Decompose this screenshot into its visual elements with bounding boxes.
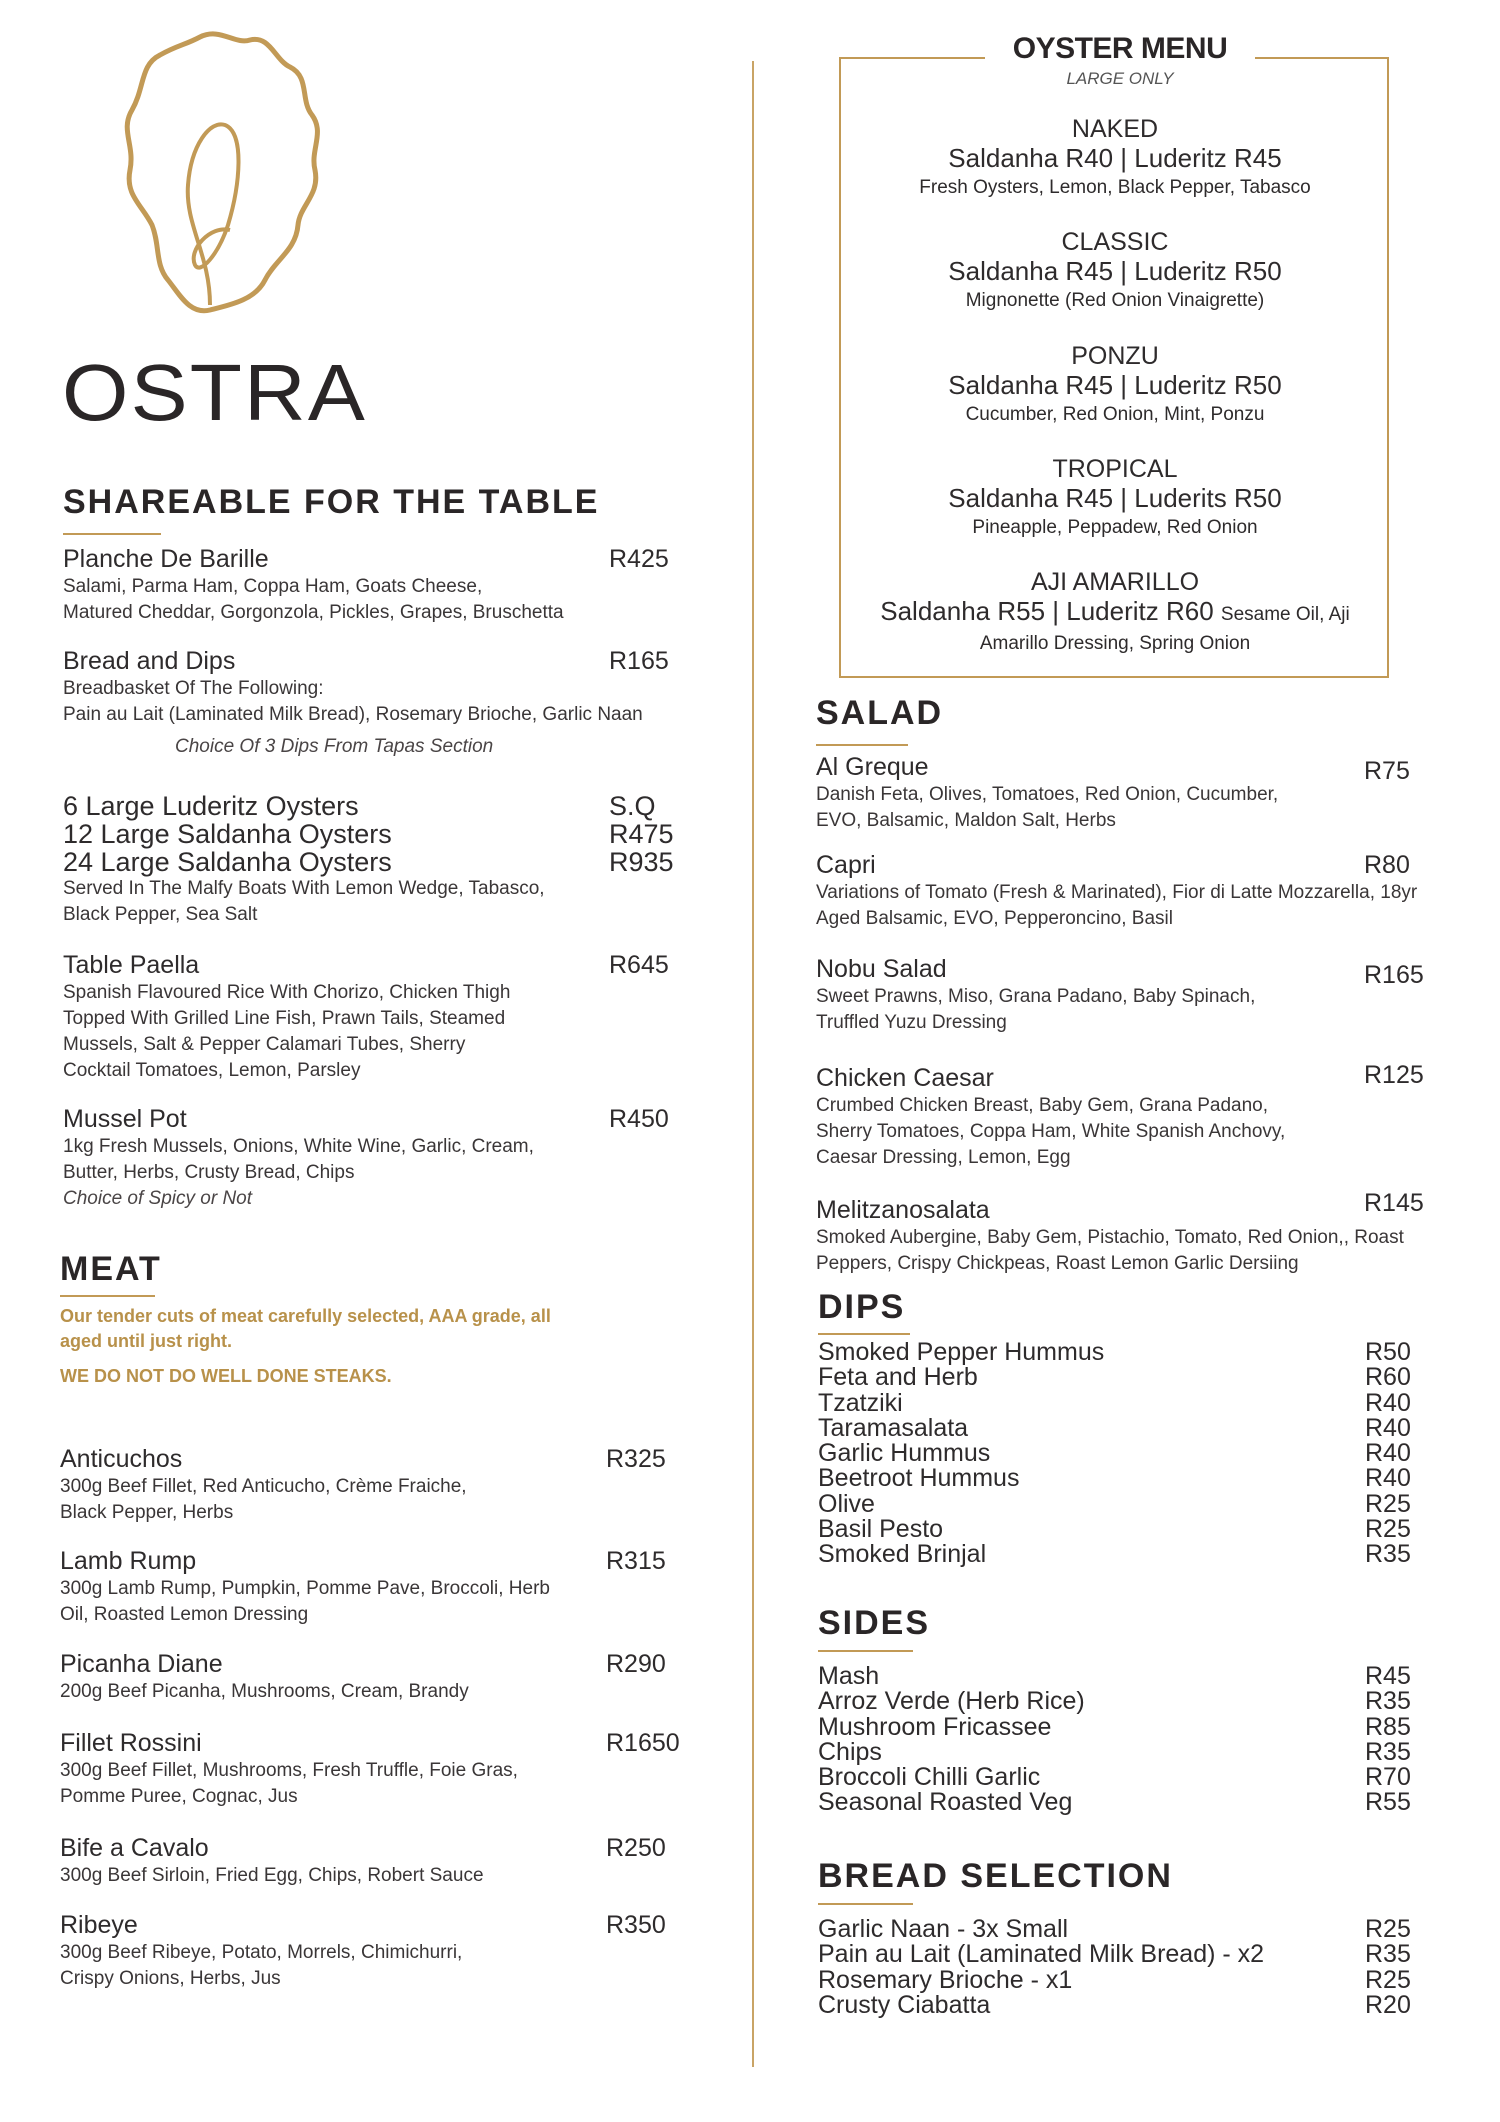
list-item-name: Garlic Hummus xyxy=(818,1439,991,1468)
oyster-prices xyxy=(850,144,1380,173)
list-item-price: R85 xyxy=(1365,1712,1411,1741)
list-item-price: R40 xyxy=(1365,1413,1411,1442)
oyster-menu-item xyxy=(850,342,1380,429)
item-name: Nobu Salad xyxy=(816,955,947,983)
item-name: Mussel Pot xyxy=(63,1105,187,1133)
oyster-menu-item xyxy=(850,228,1380,315)
oyster-price-text: Saldanha R40 | Luderitz R45 xyxy=(948,143,1282,173)
list-item-price: R25 xyxy=(1365,1489,1411,1518)
list-item-price: R25 xyxy=(1365,1965,1411,1994)
heading-underline xyxy=(816,744,908,746)
item-description: 1kg Fresh Mussels, Onions, White Wine, Garlic, Cream, xyxy=(63,1136,534,1157)
item-name: Fillet Rossini xyxy=(60,1729,202,1757)
item-description: Black Pepper, Herbs xyxy=(60,1502,234,1523)
item-name: Ribeye xyxy=(60,1911,138,1939)
ostra-wordmark xyxy=(60,340,380,430)
menu-item xyxy=(63,1104,534,1212)
menu-item xyxy=(63,544,564,626)
list-item-price: R35 xyxy=(1365,1540,1411,1569)
item-name: Anticuchos xyxy=(60,1445,183,1473)
item-price: R250 xyxy=(606,1834,666,1862)
item-description: Crumbed Chicken Breast, Baby Gem, Grana Padano, xyxy=(816,1095,1269,1116)
item-name: Capri xyxy=(816,851,876,879)
oyster-price-text: Saldanha R45 | Luderitz R50 xyxy=(948,370,1282,400)
item-name: Lamb Rump xyxy=(60,1547,197,1575)
heading-underline xyxy=(63,533,161,535)
item-description: Truffled Yuzu Dressing xyxy=(816,1012,1007,1033)
list-item-name: Smoked Pepper Hummus xyxy=(818,1338,1105,1366)
price-list xyxy=(1365,1664,1411,1816)
svg-text:OSTRA: OSTRA xyxy=(62,348,367,430)
meat-warning: WE DO NOT DO WELL DONE STEAKS. xyxy=(60,1366,392,1386)
item-price: R425 xyxy=(609,545,669,573)
column-divider xyxy=(752,61,754,2067)
list-item-price: R25 xyxy=(1365,1915,1411,1943)
oyster-menu-item xyxy=(850,115,1380,202)
list-item-price: R35 xyxy=(1365,1687,1411,1716)
item-description: Mussels, Salt & Pepper Calamari Tubes, Sherry xyxy=(63,1034,466,1055)
item-price: R450 xyxy=(609,1105,669,1133)
oyster-price-text: Saldanha R55 | Luderitz R60 xyxy=(880,596,1214,626)
item-list xyxy=(818,1340,1104,1568)
oyster-style-name: PONZU xyxy=(1071,342,1159,370)
item-list xyxy=(818,1664,1085,1816)
item-description: 200g Beef Picanha, Mushrooms, Cream, Brandy xyxy=(60,1681,469,1702)
item-description: Pain au Lait (Laminated Milk Bread), Rosemary Brioche, Garlic Naan xyxy=(63,704,643,725)
oyster-style-name: CLASSIC xyxy=(1061,228,1169,256)
menu-item xyxy=(816,1063,1285,1171)
menu-item xyxy=(63,646,643,728)
item-price: R315 xyxy=(606,1547,666,1575)
meat-note-line: aged until just right. xyxy=(60,1331,232,1351)
oyster-description-inline: Sesame Oil, Aji xyxy=(1220,604,1350,625)
price-list xyxy=(1365,1917,1411,2018)
list-item-name: Beetroot Hummus xyxy=(818,1464,1020,1493)
list-item-name: Seasonal Roasted Veg xyxy=(818,1788,1073,1817)
oyster-prices xyxy=(850,371,1380,400)
item-price: R165 xyxy=(609,647,669,675)
item-name: Planche De Barille xyxy=(63,545,269,573)
item-note: Choice of Spicy or Not xyxy=(63,1188,253,1209)
item-description: EVO, Balsamic, Maldon Salt, Herbs xyxy=(816,810,1116,831)
menu-item xyxy=(60,1833,484,1889)
item-description: Served In The Malfy Boats With Lemon Wedge, Tabasco, xyxy=(63,878,545,899)
list-item-price: R50 xyxy=(1365,1338,1411,1366)
oyster-style-name: AJI AMARILLO xyxy=(1030,568,1200,596)
item-price: R645 xyxy=(609,951,669,979)
item-description: Aged Balsamic, EVO, Pepperoncino, Basil xyxy=(816,908,1173,929)
oyster-description: Mignonette (Red Onion Vinaigrette) xyxy=(965,290,1265,311)
list-item-price: R55 xyxy=(1365,1788,1411,1817)
item-description: Butter, Herbs, Crusty Bread, Chips xyxy=(63,1162,355,1183)
item-description: Breadbasket Of The Following: xyxy=(63,678,324,699)
item-name: 24 Large Saldanha Oysters xyxy=(63,847,392,877)
menu-item xyxy=(60,1910,462,1992)
meat-note-line: Our tender cuts of meat carefully selected, AAA grade, all xyxy=(60,1306,551,1326)
list-item-name: Broccoli Chilli Garlic xyxy=(818,1763,1041,1792)
item-description: Salami, Parma Ham, Coppa Ham, Goats Cheese, xyxy=(63,576,483,597)
item-description: Topped With Grilled Line Fish, Prawn Tails, Steamed xyxy=(63,1008,506,1029)
item-name: Al Greque xyxy=(816,753,929,781)
ostra-logo xyxy=(60,25,380,430)
list-item-name: Mushroom Fricassee xyxy=(818,1712,1052,1741)
item-price: R75 xyxy=(1364,757,1410,785)
oyster-shell-icon xyxy=(60,25,380,325)
item-name: 6 Large Luderitz Oysters xyxy=(63,791,359,821)
heading-underline xyxy=(818,1333,910,1335)
item-list xyxy=(818,1917,1264,2018)
item-name: Bread and Dips xyxy=(63,647,236,675)
section-heading-sides: SIDES xyxy=(818,1604,931,1642)
oyster-description: Fresh Oysters, Lemon, Black Pepper, Tabasco xyxy=(919,177,1311,198)
item-description: Variations of Tomato (Fresh & Marinated), Fior di Latte Mozzarella, 18yr xyxy=(816,882,1418,903)
item-description: Crispy Onions, Herbs, Jus xyxy=(60,1968,281,1989)
menu-item xyxy=(60,1728,518,1810)
oyster-menu-subtitle: LARGE ONLY xyxy=(1066,69,1174,88)
menu-item xyxy=(816,1195,1404,1277)
item-name: Chicken Caesar xyxy=(816,1064,994,1092)
oyster-description: Amarillo Dressing, Spring Onion xyxy=(979,633,1251,654)
list-item-name: Tzatziki xyxy=(818,1388,903,1417)
item-price: R1650 xyxy=(606,1729,680,1757)
oyster-menu-item xyxy=(850,455,1380,542)
item-description: 300g Beef Sirloin, Fried Egg, Chips, Robert Sauce xyxy=(60,1865,484,1886)
item-description: 300g Beef Ribeye, Potato, Morrels, Chimichurri, xyxy=(60,1942,463,1963)
list-item-name: Basil Pesto xyxy=(818,1515,944,1544)
item-name: Melitzanosalata xyxy=(816,1196,990,1224)
item-price: R325 xyxy=(606,1445,666,1473)
item-description: 300g Beef Fillet, Mushrooms, Fresh Truffle, Foie Gras, xyxy=(60,1760,518,1781)
meat-note xyxy=(60,1304,551,1354)
oyster-description: Cucumber, Red Onion, Mint, Ponzu xyxy=(965,404,1265,425)
item-description: Caesar Dressing, Lemon, Egg xyxy=(816,1147,1071,1168)
list-item-name: Olive xyxy=(818,1489,875,1518)
item-price: R475 xyxy=(609,819,674,849)
list-item-name: Taramasalata xyxy=(818,1413,969,1442)
item-price: R80 xyxy=(1364,851,1410,879)
item-description: Smoked Aubergine, Baby Gem, Pistachio, Tomato, Red Onion,, Roast xyxy=(816,1227,1404,1248)
item-description: 300g Beef Fillet, Red Anticucho, Crème Fraiche, xyxy=(60,1476,467,1497)
list-item-price: R35 xyxy=(1365,1940,1411,1969)
heading-underline xyxy=(60,1295,155,1297)
oyster-style-name: NAKED xyxy=(1071,115,1159,143)
item-name: Picanha Diane xyxy=(60,1650,223,1678)
list-item-name: Garlic Naan - 3x Small xyxy=(818,1915,1069,1943)
section-heading-shareable: SHAREABLE FOR THE TABLE xyxy=(63,483,600,521)
oyster-menu-title: OYSTER MENU xyxy=(985,32,1255,66)
item-price: R350 xyxy=(606,1911,666,1939)
item-description: Matured Cheddar, Gorgonzola, Pickles, Grapes, Bruschetta xyxy=(63,602,564,623)
list-item-name: Arroz Verde (Herb Rice) xyxy=(818,1687,1085,1716)
menu-item xyxy=(60,1649,469,1705)
item-name: Bife a Cavalo xyxy=(60,1834,209,1862)
item-description: 300g Lamb Rump, Pumpkin, Pomme Pave, Broccoli, Herb xyxy=(60,1578,550,1599)
price-list xyxy=(1365,1340,1411,1568)
oyster-price-text: Saldanha R45 | Luderitz R50 xyxy=(948,256,1282,286)
oyster-price-text: Saldanha R45 | Luderits R50 xyxy=(948,483,1282,513)
menu-item xyxy=(816,850,1417,932)
section-heading-bread-selection: BREAD SELECTION xyxy=(818,1857,1173,1895)
item-price: R125 xyxy=(1364,1061,1424,1089)
menu-item xyxy=(60,1546,550,1628)
item-description: Spanish Flavoured Rice With Chorizo, Chicken Thigh xyxy=(63,982,511,1003)
item-description: Danish Feta, Olives, Tomatoes, Red Onion, Cucumber, xyxy=(816,784,1279,805)
list-item-name: Feta and Herb xyxy=(818,1363,978,1392)
item-description: Pomme Puree, Cognac, Jus xyxy=(60,1786,298,1807)
section-heading-salad: SALAD xyxy=(816,694,944,732)
list-item-price: R70 xyxy=(1365,1763,1411,1792)
list-item-name: Smoked Brinjal xyxy=(818,1540,987,1569)
menu-item xyxy=(63,950,510,1084)
list-item-name: Rosemary Brioche - x1 xyxy=(818,1965,1073,1994)
oyster-style-name: TROPICAL xyxy=(1052,455,1178,483)
item-price: R165 xyxy=(1364,961,1424,989)
item-name: Table Paella xyxy=(63,951,200,979)
list-item-name: Crusty Ciabatta xyxy=(818,1990,991,2019)
oyster-menu-item xyxy=(850,568,1380,658)
oyster-description: Pineapple, Peppadew, Red Onion xyxy=(972,517,1258,538)
menu-item xyxy=(816,954,1255,1036)
section-heading-meat: MEAT xyxy=(60,1250,162,1288)
list-item-price: R45 xyxy=(1365,1662,1411,1690)
item-description: Sweet Prawns, Miso, Grana Padano, Baby Spinach, xyxy=(816,986,1256,1007)
list-item-name: Mash xyxy=(818,1662,880,1690)
oyster-prices xyxy=(850,597,1380,629)
menu-item xyxy=(60,1444,467,1526)
item-description: Black Pepper, Sea Salt xyxy=(63,904,258,925)
menu-item xyxy=(816,752,1278,834)
list-item-price: R40 xyxy=(1365,1439,1411,1468)
item-price: R290 xyxy=(606,1650,666,1678)
oyster-prices xyxy=(850,484,1380,513)
section-heading-dips: DIPS xyxy=(818,1288,906,1326)
heading-underline xyxy=(818,1903,913,1905)
heading-underline xyxy=(818,1650,913,1652)
list-item-price: R35 xyxy=(1365,1737,1411,1766)
list-item-price: R60 xyxy=(1365,1363,1411,1392)
item-description: Cocktail Tomatoes, Lemon, Parsley xyxy=(63,1060,361,1081)
list-item-price: R20 xyxy=(1365,1990,1411,2019)
item-price: R935 xyxy=(609,847,674,877)
item-price: S.Q xyxy=(609,791,656,821)
list-item-name: Chips xyxy=(818,1737,882,1766)
oyster-platter-item xyxy=(63,792,545,928)
oyster-prices xyxy=(850,257,1380,286)
item-description: Oil, Roasted Lemon Dressing xyxy=(60,1604,309,1625)
item-description: Sherry Tomatoes, Coppa Ham, White Spanish Anchovy, xyxy=(816,1121,1286,1142)
list-item-price: R40 xyxy=(1365,1464,1411,1493)
item-name: 12 Large Saldanha Oysters xyxy=(63,819,392,849)
list-item-name: Pain au Lait (Laminated Milk Bread) - x2 xyxy=(818,1940,1265,1969)
list-item-price: R25 xyxy=(1365,1515,1411,1544)
bread-dips-note: Choice Of 3 Dips From Tapas Section xyxy=(175,736,494,757)
list-item-price: R40 xyxy=(1365,1388,1411,1417)
item-price: R145 xyxy=(1364,1189,1424,1217)
item-description: Peppers, Crispy Chickpeas, Roast Lemon Garlic Dersiing xyxy=(816,1253,1299,1274)
